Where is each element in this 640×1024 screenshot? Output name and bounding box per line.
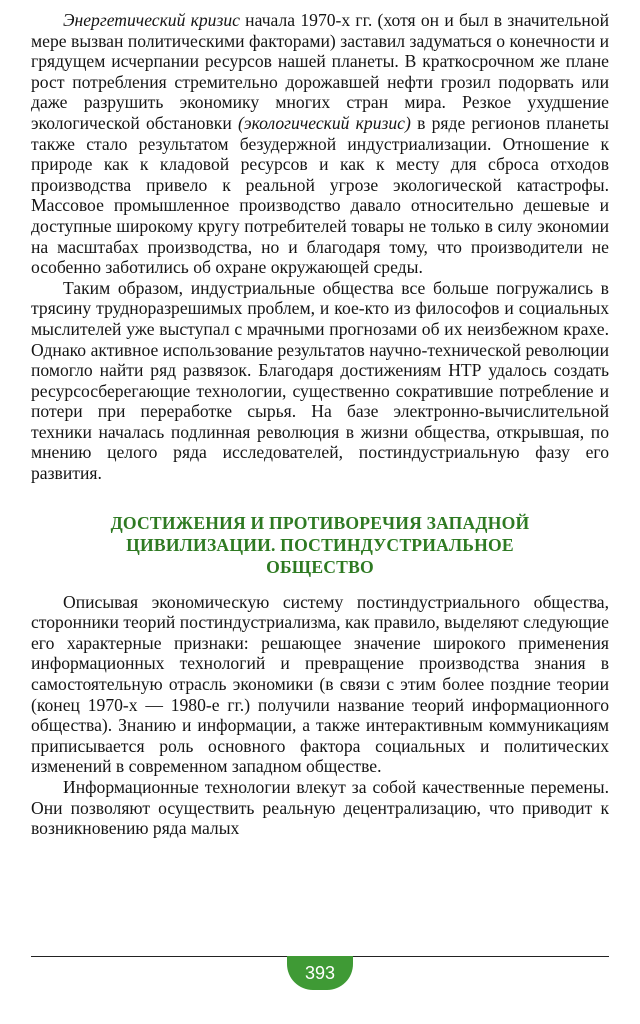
paragraph-information-technologies [31, 777, 609, 839]
text-run: Таким образом, индустриальные общества все больше погружались в трясину трудноразрешимых проблем, и кое-кто из философов и социальных мыслителей уже выступал с мрачными прогнозами об их неизбежном крахе. Однако активное использование результатов научно-технической революции помогло найти ряд развязок. Благодаря достижениям НТР удалось создать ресурсосберегающие технологии, существенно сократившие потребление и потери при переработке сырья. На базе электронно-вычислительной техники началась подлинная революция в жизни общества, открывшая, по мнению целого ряда исследователей, постиндустриальную фазу его развития. [31, 277, 609, 484]
text-run: Информационные технологии влекут за собой качественные перемены. Они позволяют осуществить реальную децентрализацию, что приводит к возникновению ряда малых [31, 777, 609, 839]
page-body [31, 10, 609, 839]
section-heading [31, 512, 609, 578]
text-run: начала 1970-х гг. (хотя он и был в значительной мере вызван политическими факторами) заставил задуматься о конечности и грядущем исчерпании ресурсов нашей планеты. В краткосрочном же плане рост потребления стремительно дорожавшей нефти грозил подорвать или даже разрушить экономику многих стран мира. Резкое ухудшение экологической обстановки [31, 10, 609, 133]
page-number-badge: 393 [287, 956, 353, 990]
heading-line: ЦИВИЛИЗАЦИИ. ПОСТИНДУСТРИАЛЬНОЕ [126, 534, 514, 555]
paragraph-industrial-problems [31, 278, 609, 484]
text-run: Описывая экономическую систему постиндустриального общества, сторонники теорий постиндустриализма, как правило, выделяют следующие его характерные признаки: решающее значение широкого применения информационных технологий и превращение производства знания в самостоятельную отрасль экономики (в связи с этим более поздние теории (конец 1970-х — 1980-е гг.) получили название теорий информационного общества). Знанию и информации, а также интерактивным коммуникациям приписывается роль основного фактора социальных и политических изменений в современном западном обществе. [31, 591, 609, 777]
paragraph-energy-crisis [31, 10, 609, 278]
paragraph-postindustrial-economy [31, 592, 609, 777]
heading-line: ДОСТИЖЕНИЯ И ПРОТИВОРЕЧИЯ ЗАПАДНОЙ [110, 512, 530, 533]
term-ecological-crisis: (экологический кризис) [237, 112, 411, 133]
text-run: в ряде регионов планеты также стало результатом безудержной индустриализации. Отношение к природе как к кладовой ресурсов и как к месту для сброса отходов производства привело к реальной угрозе экологической катастрофы. Массовое промышленное производство давало относительно дешевые и доступные широкому кругу потребителей товары не только в силу экономии на масштабах производства, но и благодаря тому, что производители не особенно заботились об охране окружающей среды. [31, 112, 609, 278]
section-after [31, 592, 609, 839]
section-before [31, 10, 609, 484]
term-energy-crisis: Энергетический кризис [63, 10, 240, 30]
heading-line: ОБЩЕСТВО [266, 556, 374, 577]
